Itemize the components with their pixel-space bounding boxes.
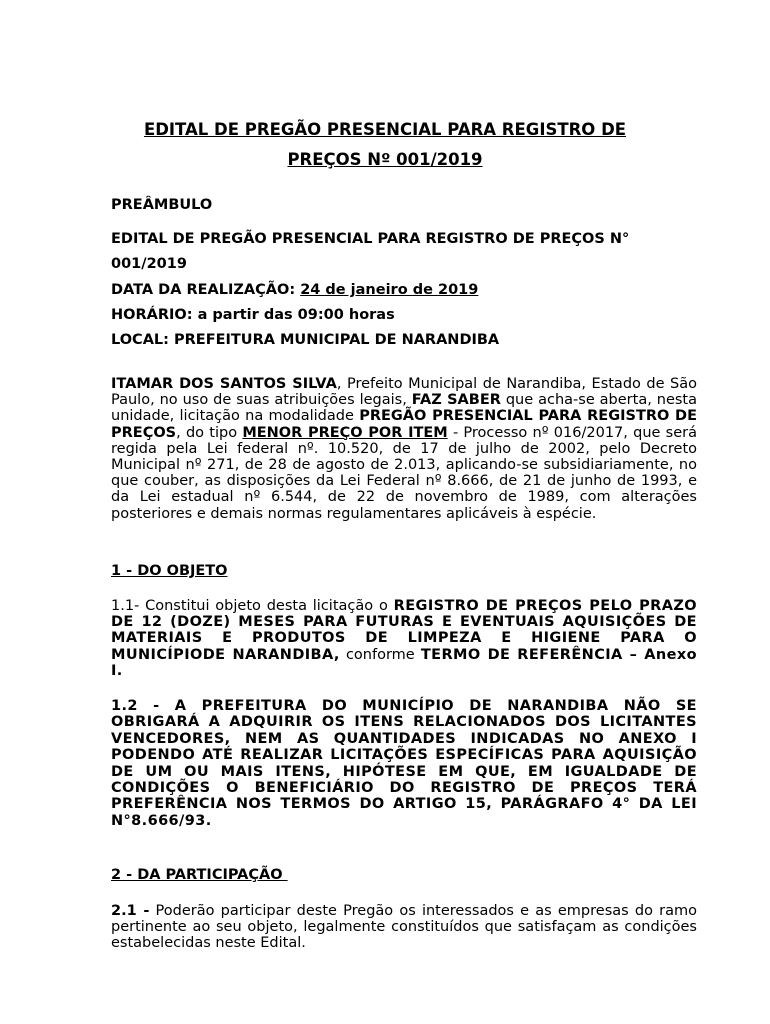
section-2-1-paragraph — [111, 903, 697, 952]
document-title-line-2: PREÇOS Nº 001/2019 — [287, 150, 483, 169]
intro-text-2: que acha-se aberta, nesta unidade, licitação na modalidade — [111, 392, 697, 425]
preamble-heading: PREÂMBULO — [111, 197, 213, 213]
intro-text-1: , Prefeito Municipal de Narandiba, Estado de São Paulo, no uso de suas atribuições legais, — [111, 376, 697, 409]
intro-text-4: - Processo nº 016/2017, que será regida pela Lei federal nº. 10.520, de 17 de julho de 2002, pelo Decreto Municipal nº 271, de 28 de agosto de 2.013, aplicando-se subsidiariamente, no que couber, as disposições da Lei Federal nº 8.666, de 21 de junho de 1993, e da Lei estadual nº 6.544, de 22 de novembro de 1989, com alterações posteriores e demais normas regulamentares aplicáveis à espécie. — [111, 424, 697, 522]
s11-object: REGISTRO DE PREÇOS PELO PRAZO DE 12 (DOZE) MESES PARA FUTURAS E EVENTUAIS AQUISIÇÕES DE MATERIAIS E PRODUTOS DE LIMPEZA E HIGIENE PARA O MUNICÍPIODE NARANDIBA, — [111, 598, 697, 663]
s21-number: 2.1 - — [111, 903, 150, 919]
time-line: HORÁRIO: a partir das 09:00 horas — [111, 307, 395, 323]
local-line: LOCAL: PREFEITURA MUNICIPAL DE NARANDIBA — [111, 332, 500, 348]
s21-text: Poderão participar deste Pregão os interessados e as empresas do ramo pertinente ao seu objeto, legalmente constituídos que satisfaçam as condições estabelecidas neste Edital. — [111, 903, 697, 952]
s11-text-c: conforme — [339, 646, 421, 663]
faz-saber: FAZ SABER — [411, 392, 501, 409]
mayor-name: ITAMAR DOS SANTOS SILVA — [111, 376, 337, 392]
section-1-2-paragraph: 1.2 - A PREFEITURA DO MUNICÍPIO DE NARANDIBA NÃO SE OBRIGARÁ A ADQUIRIR OS ITENS RELACIONADOS DOS LICITANTES VENCEDORES, NEM AS QUANTIDADES INDICADAS NO ANEXO I PODENDO ATÉ REALIZAR LICITAÇÕES ESPECÍFICAS PARA AQUISIÇÃO DE UM OU MAIS ITENS, HIPÓTESE EM QUE, EM IGUALDADE DE CONDIÇÕES O BENEFICIÁRIO DO REGISTRO DE PREÇOS TERÁ PREFERÊNCIA NOS TERMOS DO ARTIGO 15, PARÁGRAFO 4° DA LEI N°8.666/93. — [111, 698, 697, 829]
edital-line-2: 001/2019 — [111, 256, 187, 272]
section-1-heading: 1 - DO OBJETO — [111, 563, 228, 579]
tipo: MENOR PREÇO POR ITEM — [242, 424, 448, 441]
document-title-line-1: EDITAL DE PREGÃO PRESENCIAL PARA REGISTRO DE — [143, 120, 627, 139]
date-line — [111, 282, 478, 298]
intro-paragraph — [111, 376, 697, 522]
intro-text-3: , do tipo — [176, 424, 243, 441]
s11-text-a: 1.1- Constitui objeto desta licitação o — [111, 598, 394, 614]
date-label: DATA DA REALIZAÇÃO: — [111, 282, 301, 298]
section-2-heading: 2 - DA PARTICIPAÇÃO — [111, 867, 288, 883]
s11-reference: TERMO DE REFERÊNCIA – Anexo I. — [111, 646, 697, 679]
date-value: 24 de janeiro de 2019 — [300, 282, 479, 298]
edital-line-1: EDITAL DE PREGÃO PRESENCIAL PARA REGISTRO DE PREÇOS N° — [111, 231, 630, 247]
modalidade: PREGÃO PRESENCIAL PARA REGISTRO DE PREÇOS — [111, 408, 697, 441]
section-1-1-paragraph — [111, 598, 697, 679]
